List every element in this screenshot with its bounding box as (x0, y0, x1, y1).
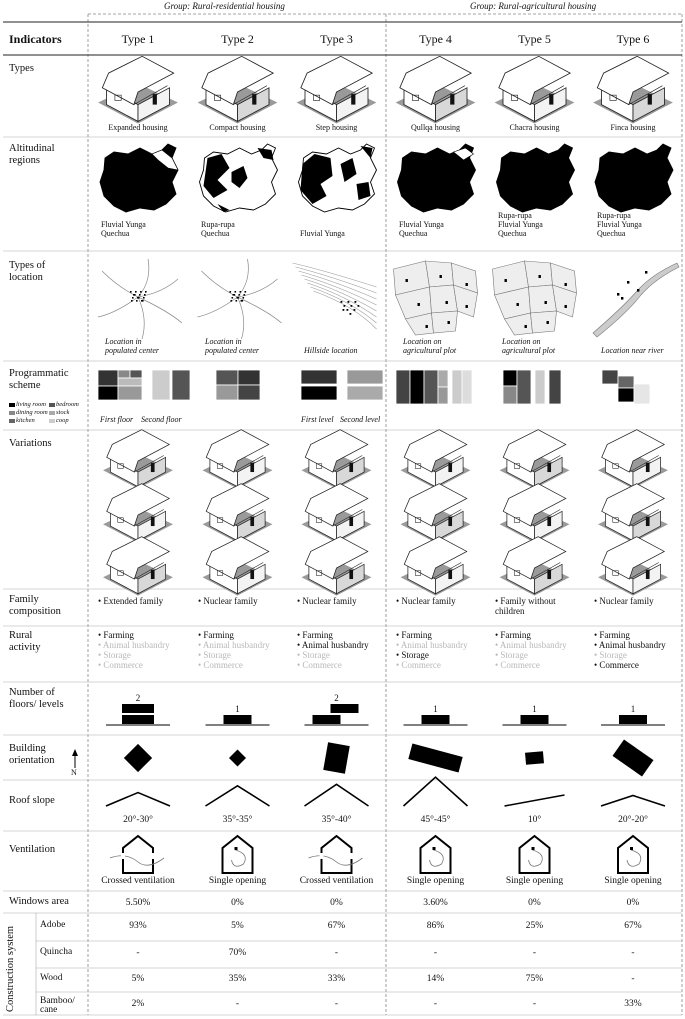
region-name-type-6-3: Quechua (597, 229, 626, 238)
windows-area-type-4: 3.60% (423, 898, 448, 908)
construction-name-4: Bamboo/ cane (40, 996, 75, 1015)
activity-label: Commerce (599, 660, 639, 670)
floors-count-type-4: 1 (433, 704, 438, 714)
construction-value-3-type-4: 14% (426, 974, 445, 984)
variation-sketch-type-2-1 (203, 430, 273, 489)
activity-type-5-4 (495, 660, 540, 670)
family-text: Nuclear family (401, 596, 456, 606)
activity-label: Animal husbandry (400, 640, 468, 650)
location-caption-type-2-2: populated center (205, 346, 259, 355)
program-scheme-type-5 (503, 370, 561, 404)
region-name-type-5-2: Fluvial Yunga (498, 220, 543, 229)
floors-diagram-type-4 (404, 715, 468, 725)
activity-label: Farming (203, 630, 234, 640)
activity-type-2-3 (198, 650, 231, 660)
legend-label-5: kitchen (16, 417, 35, 424)
construction-value-2-type-5: - (532, 948, 537, 958)
bullet: • (594, 640, 599, 650)
row-label-rural: Rural activity (9, 630, 41, 653)
construction-value-3-type-3: 33% (327, 974, 346, 984)
construction-value-3-type-5: 75% (525, 974, 544, 984)
region-name-type-2-1: Rupa-rupa (201, 220, 235, 229)
activity-label: Farming (401, 630, 432, 640)
region-name-type-1-2: Quechua (101, 229, 130, 238)
ventilation-label-type-4: Single opening (406, 876, 465, 886)
activity-label: Farming (500, 630, 531, 640)
variation-sketch-type-4-1 (401, 430, 471, 489)
row-label-programmatic: Programmatic scheme (9, 368, 69, 391)
orientation-shape-type-1 (124, 744, 152, 772)
region-name-type-1-1: Fluvial Yunga (101, 220, 146, 229)
activity-label: Storage (401, 650, 429, 660)
group-label-agricultural: Group: Rural-agricultural housing (470, 1, 597, 11)
group-label-residential: Group: Rural-residential housing (164, 1, 285, 11)
activity-type-2-1 (198, 630, 234, 640)
house-sketch-type-1 (98, 56, 178, 123)
construction-value-2-type-6: - (631, 948, 635, 958)
activity-type-3-1 (297, 630, 333, 640)
type-name-6: Finca housing (610, 123, 656, 132)
activity-type-3-3 (297, 650, 330, 660)
row-label-location: Types of location (9, 260, 46, 283)
activity-type-4-2 (396, 640, 468, 650)
floors-count-type-2: 1 (235, 704, 240, 714)
roof-slope-type-1 (106, 793, 170, 806)
floors-count-type-1: 2 (135, 693, 141, 703)
construction-value-4-type-4: - (433, 999, 438, 1009)
ventilation-label-type-1: Crossed ventilation (101, 876, 175, 886)
row-label-variations: Variations (9, 438, 52, 449)
activity-label: Farming (599, 630, 630, 640)
header-indicators: Indicators (9, 32, 62, 46)
construction-value-4-type-6: 33% (624, 999, 642, 1009)
bullet: • (98, 596, 104, 606)
activity-label: Storage (302, 650, 330, 660)
construction-name-3: Wood (40, 973, 63, 983)
bullet: • (495, 630, 501, 640)
bullet: • (396, 596, 402, 606)
activity-type-1-3 (98, 650, 131, 660)
construction-name-2: Quincha (40, 947, 73, 957)
region-name-type-4-1: Fluvial Yunga (399, 220, 444, 229)
construction-value-4-type-2: - (235, 999, 240, 1009)
construction-value-4-type-5: - (532, 999, 537, 1009)
region-map-type-6 (595, 144, 673, 212)
activity-label: Storage (103, 650, 131, 660)
variation-sketch-type-3-1 (302, 430, 372, 489)
family-text: Nuclear family (599, 596, 654, 606)
bullet: • (198, 640, 203, 650)
family-text: Extended family (103, 596, 164, 606)
location-sketch-type-3 (293, 263, 377, 329)
activity-type-2-2 (198, 640, 270, 650)
activity-label: Commerce (401, 660, 441, 670)
orientation-shape-type-6 (613, 739, 654, 776)
roof-slope-label-type-6: 20°-20° (618, 815, 648, 825)
windows-area-type-2: 0% (231, 898, 244, 908)
activity-label: Storage (599, 650, 627, 660)
region-name-type-2-2: Quechua (201, 229, 230, 238)
ventilation-diagram-type-2 (223, 836, 253, 873)
roof-slope-type-4 (404, 777, 468, 806)
roof-slope-label-type-4: 45°-45° (420, 815, 451, 825)
activity-label: Animal husbandry (102, 640, 170, 650)
bullet: • (396, 640, 401, 650)
family-cell-type-2 (198, 596, 285, 606)
row-label-family: Family composition (9, 594, 61, 617)
type-name-2: Compact housing (209, 123, 266, 132)
house-sketch-type-2 (198, 56, 278, 123)
house-sketch-type-3 (297, 56, 377, 123)
legend-label-3: dining room (16, 409, 48, 416)
header-type-4: Type 4 (419, 32, 452, 46)
activity-label: Commerce (103, 660, 143, 670)
program-scheme-type-3 (301, 370, 383, 400)
variation-sketch-type-2-3 (203, 537, 273, 596)
variation-sketch-type-3-3 (302, 537, 372, 596)
bullet: • (297, 596, 303, 606)
family-text: Nuclear family (302, 596, 357, 606)
region-map-type-5 (497, 144, 575, 212)
floors-count-type-6: 1 (630, 704, 636, 714)
activity-label: Animal husbandry (598, 640, 666, 650)
activity-type-3-2 (297, 640, 369, 650)
activity-type-6-3 (594, 650, 627, 660)
scheme-caption-second-level: Second level (340, 415, 381, 424)
scheme-caption-first-level: First level (301, 415, 334, 424)
construction-name-1: Adobe (40, 920, 66, 930)
activity-type-1-1 (98, 630, 134, 640)
location-caption-type-5-1: Location on (502, 337, 541, 346)
legend-swatch-3 (9, 411, 15, 415)
ventilation-diagram-type-1 (110, 836, 164, 873)
location-sketch-type-2 (198, 259, 282, 339)
bullet: • (297, 650, 303, 660)
variation-sketch-type-6-2 (598, 484, 668, 543)
family-text: Nuclear family (203, 596, 258, 606)
roof-slope-label-type-3: 35°-40° (321, 815, 352, 825)
ventilation-label-type-3: Crossed ventilation (299, 876, 374, 886)
activity-label: Farming (103, 630, 134, 640)
variation-sketch-type-6-3 (598, 537, 668, 596)
legend-label-2: bedroom (56, 401, 79, 408)
location-sketch-type-6 (593, 263, 679, 337)
bullet: • (594, 660, 600, 670)
windows-area-type-1: 5.50% (125, 898, 151, 908)
legend-swatch-1 (9, 403, 15, 407)
activity-type-5-3 (495, 650, 528, 660)
variation-sketch-type-5-1 (500, 430, 570, 489)
roof-slope-type-3 (305, 784, 369, 806)
bullet: • (198, 660, 204, 670)
location-sketch-type-5 (493, 261, 577, 335)
activity-label: Animal husbandry (499, 640, 567, 650)
activity-type-1-2 (98, 640, 170, 650)
row-label-orientation: Building orientation (9, 743, 55, 766)
region-name-type-6-2: Fluvial Yunga (597, 220, 642, 229)
construction-value-2-type-1: - (136, 948, 140, 958)
bullet: • (396, 630, 402, 640)
construction-value-1-type-5: 25% (525, 921, 544, 931)
variation-sketch-type-5-3 (500, 537, 570, 596)
house-sketch-type-4 (396, 56, 476, 123)
type-name-1: Expanded housing (108, 123, 168, 132)
bullet: • (495, 660, 501, 670)
roof-slope-type-5 (505, 795, 565, 806)
region-name-type-5-1: Rupa-rupa (498, 211, 532, 220)
location-sketch-type-1 (98, 259, 182, 339)
floors-diagram-type-2 (206, 715, 270, 725)
orientation-shape-type-3 (323, 742, 350, 773)
activity-label: Animal husbandry (202, 640, 270, 650)
activity-type-5-1 (495, 630, 531, 640)
family-cell-type-4 (396, 596, 483, 606)
program-scheme-type-2 (216, 370, 260, 400)
region-map-type-1 (100, 144, 178, 212)
construction-value-1-type-4: 86% (426, 921, 445, 931)
ventilation-diagram-type-5 (520, 836, 550, 873)
legend-label-6: coop (56, 417, 69, 424)
family-cell-type-6 (594, 596, 680, 606)
construction-value-1-type-2: 5% (231, 921, 244, 931)
location-caption-type-4-1: Location on (403, 337, 442, 346)
region-map-type-2 (200, 144, 278, 212)
location-caption-type-1-1: Location in (105, 337, 142, 346)
scheme-caption-second-floor: Second floor (141, 415, 182, 424)
windows-area-type-3: 0% (330, 898, 343, 908)
activity-type-3-4 (297, 660, 342, 670)
construction-value-3-type-2: 35% (228, 974, 247, 984)
bullet: • (495, 650, 501, 660)
program-scheme-type-4 (396, 370, 472, 404)
bullet: • (98, 650, 104, 660)
windows-area-type-6: 0% (626, 898, 640, 908)
roof-slope-label-type-2: 35°-35° (222, 815, 253, 825)
row-label-altitudinal: Altitudinal regions (9, 143, 55, 166)
activity-type-6-4 (594, 660, 639, 670)
activity-label: Commerce (203, 660, 243, 670)
variation-sketch-type-1-2 (103, 484, 173, 543)
scheme-caption-first-floor: First floor (100, 415, 134, 424)
ventilation-label-type-6: Single opening (604, 876, 662, 886)
activity-label: Commerce (302, 660, 342, 670)
bullet: • (297, 640, 302, 650)
construction-value-4-type-3: - (334, 999, 339, 1009)
bullet: • (297, 630, 303, 640)
location-caption-type-3-1: Hillside location (304, 346, 358, 355)
type-name-5: Chacra housing (509, 123, 560, 132)
bullet: • (98, 630, 104, 640)
roof-slope-label-type-1: 20°-30° (123, 815, 153, 825)
location-caption-type-6-1: Location near river (601, 346, 664, 355)
construction-value-2-type-4: - (433, 948, 438, 958)
row-label-windows: Windows area (9, 896, 69, 907)
orientation-shape-type-5 (525, 751, 544, 765)
row-label-types: Types (9, 63, 34, 74)
program-scheme-type-6 (602, 370, 650, 404)
region-name-type-3-1: Fluvial Yunga (300, 229, 345, 238)
orientation-shape-type-2 (229, 750, 246, 767)
location-caption-type-4-2: agricultural plot (403, 346, 457, 355)
bullet: • (98, 640, 103, 650)
location-sketch-type-4 (394, 261, 478, 335)
windows-area-type-5: 0% (528, 898, 541, 908)
row-label-construction: Construction system (5, 925, 16, 1012)
location-caption-type-5-2: agricultural plot (502, 346, 556, 355)
header-type-3: Type 3 (320, 32, 353, 46)
activity-label: Commerce (500, 660, 540, 670)
header-type-2: Type 2 (221, 32, 254, 46)
construction-value-1-type-6: 67% (624, 921, 642, 931)
roof-slope-type-6 (601, 796, 665, 806)
bullet: • (297, 660, 303, 670)
variation-sketch-type-1-1 (103, 430, 173, 489)
bullet: • (198, 630, 204, 640)
bullet: • (495, 596, 501, 606)
family-text: Family without children (495, 596, 556, 616)
activity-type-1-4 (98, 660, 143, 670)
floors-diagram-type-3 (305, 704, 369, 725)
header-type-6: Type 6 (616, 32, 650, 46)
ventilation-diagram-type-3 (309, 836, 363, 873)
legend-label-4: stock (56, 409, 70, 416)
construction-value-2-type-3: - (334, 948, 339, 958)
activity-type-2-4 (198, 660, 243, 670)
bullet: • (198, 650, 204, 660)
floors-diagram-type-5 (503, 715, 567, 725)
family-cell-type-3 (297, 596, 384, 606)
family-cell-type-1 (98, 596, 186, 606)
variation-sketch-type-5-2 (500, 484, 570, 543)
activity-label: Storage (203, 650, 231, 660)
row-label-ventilation: Ventilation (9, 844, 56, 855)
location-caption-type-2-1: Location in (205, 337, 242, 346)
orientation-shape-type-4 (408, 744, 462, 773)
location-caption-type-1-2: populated center (105, 346, 159, 355)
program-scheme-type-1 (98, 370, 190, 400)
activity-label: Storage (500, 650, 528, 660)
construction-value-3-type-1: 5% (131, 974, 145, 984)
type-name-4: Qullqa housing (410, 123, 461, 132)
roof-slope-type-2 (206, 786, 270, 806)
type-name-3: Step housing (315, 123, 358, 132)
ventilation-label-type-5: Single opening (505, 876, 564, 886)
header-type-1: Type 1 (121, 32, 155, 46)
roof-slope-label-type-5: 10° (527, 815, 542, 825)
family-cell-type-5 (495, 596, 573, 616)
ventilation-diagram-type-6 (618, 836, 648, 873)
floors-diagram-type-1 (106, 704, 170, 725)
bullet: • (594, 630, 600, 640)
house-sketch-type-6 (593, 56, 673, 123)
activity-label: Farming (302, 630, 333, 640)
floors-diagram-type-6 (601, 715, 665, 725)
bullet: • (594, 596, 600, 606)
region-name-type-4-2: Quechua (399, 229, 428, 238)
region-name-type-6-1: Rupa-rupa (597, 211, 631, 220)
house-sketch-type-5 (495, 56, 575, 123)
activity-type-4-3 (396, 650, 429, 660)
row-label-floors: Number of floors/ levels (9, 687, 64, 710)
activity-label: Animal husbandry (301, 640, 369, 650)
construction-value-2-type-2: 70% (228, 948, 247, 958)
activity-type-4-1 (396, 630, 432, 640)
construction-value-4-type-1: 2% (131, 999, 145, 1009)
variation-sketch-type-2-2 (203, 484, 273, 543)
construction-value-1-type-3: 67% (327, 921, 346, 931)
floors-count-type-5: 1 (532, 704, 537, 714)
region-name-type-5-3: Quechua (498, 229, 527, 238)
bullet: • (396, 660, 402, 670)
construction-value-3-type-6: - (631, 974, 635, 984)
activity-type-5-2 (495, 640, 567, 650)
legend-swatch-5 (9, 419, 15, 423)
floors-count-type-3: 2 (334, 693, 339, 703)
ventilation-diagram-type-4 (421, 836, 451, 873)
ventilation-label-type-2: Single opening (208, 876, 267, 886)
variation-sketch-type-3-2 (302, 484, 372, 543)
variation-sketch-type-1-3 (103, 537, 173, 596)
region-map-type-3 (299, 144, 377, 212)
bullet: • (98, 660, 104, 670)
north-label: N (71, 768, 77, 777)
activity-type-6-2 (594, 640, 666, 650)
variation-sketch-type-6-1 (598, 430, 668, 489)
bullet: • (198, 596, 204, 606)
variation-sketch-type-4-2 (401, 484, 471, 543)
bullet: • (495, 640, 500, 650)
activity-type-6-1 (594, 630, 630, 640)
bullet: • (396, 650, 402, 660)
variation-sketch-type-4-3 (401, 537, 471, 596)
header-type-5: Type 5 (518, 32, 551, 46)
bullet: • (594, 650, 600, 660)
activity-type-4-4 (396, 660, 441, 670)
legend-label-1: living room (16, 401, 46, 408)
construction-value-1-type-1: 93% (129, 921, 147, 931)
row-label-roof: Roof slope (9, 795, 55, 806)
region-map-type-4 (398, 144, 476, 212)
